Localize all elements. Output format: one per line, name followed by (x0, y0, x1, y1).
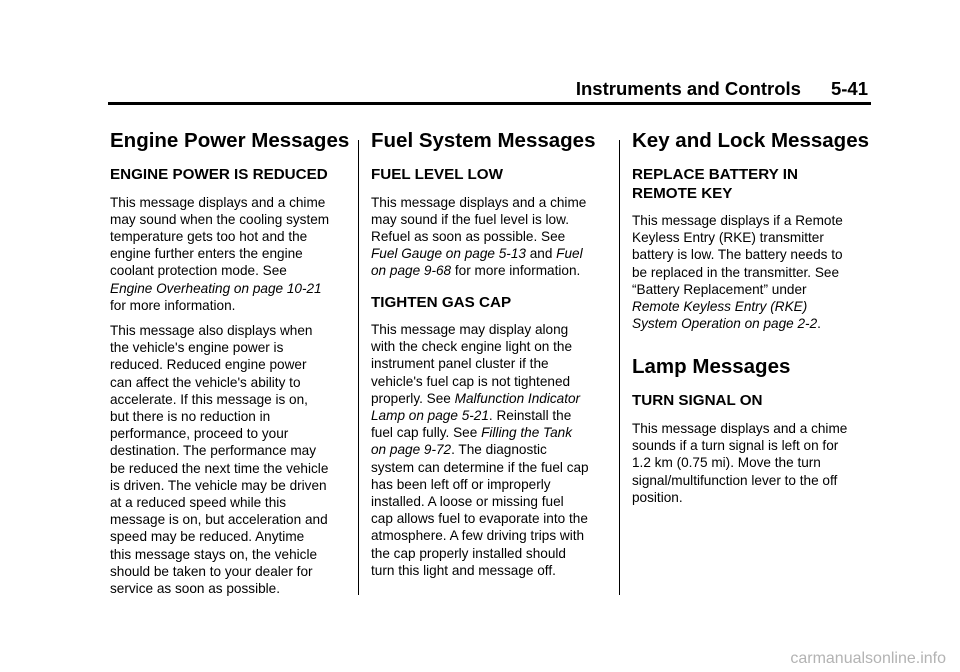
text-line (371, 459, 611, 476)
text-segment: with the check engine light on the (371, 339, 573, 355)
text-segment: but there is no reduction in (110, 408, 271, 424)
text-segment: temperature gets too hot and the (110, 228, 308, 244)
body-paragraph (632, 212, 872, 332)
section-heading: Fuel System Messages (371, 129, 596, 152)
body-paragraph (371, 321, 611, 579)
text-line (110, 563, 350, 580)
body-paragraph (110, 322, 350, 597)
text-segment: the cap properly installed should (371, 545, 566, 561)
text-segment: installed. A loose or missing fuel (371, 494, 564, 510)
text-line (110, 442, 350, 459)
text-line (371, 355, 611, 372)
text-line (371, 245, 611, 262)
text-segment: . Reinstall the (488, 408, 572, 424)
column-key-lock-lamp (632, 128, 872, 514)
text-line (110, 262, 350, 279)
text-segment: turn this light and message off. (371, 562, 556, 578)
text-segment: can affect the vehicle's ability to (110, 374, 301, 390)
text-line (110, 460, 350, 477)
text-segment: has been left off or improperly (371, 476, 551, 492)
text-segment: for more information. (451, 263, 581, 279)
text-line (110, 245, 350, 262)
text-segment: coolant protection mode. See (110, 263, 287, 279)
text-segment: battery is low. The battery needs to (632, 247, 843, 263)
text-line (110, 511, 350, 528)
cross-reference: Fuel Gauge on page 5-13 (371, 246, 526, 262)
text-line (371, 262, 611, 279)
column-fuel-system (371, 128, 611, 587)
page-header (576, 78, 868, 100)
body-paragraph (371, 194, 611, 280)
text-segment: vehicle's fuel cap is not tightened (371, 373, 571, 389)
text-line (371, 441, 611, 458)
text-segment: atmosphere. A few driving trips with (371, 528, 585, 544)
text-line (371, 228, 611, 245)
text-line (110, 339, 350, 356)
text-line (632, 472, 872, 489)
text-segment: be reduced the next time the vehicle (110, 460, 329, 476)
text-segment: cap allows fuel to evaporate into the (371, 511, 588, 527)
text-line (110, 280, 350, 297)
text-line (371, 211, 611, 228)
text-line (110, 425, 350, 442)
text-line (110, 494, 350, 511)
text-line (110, 477, 350, 494)
text-line (632, 315, 872, 332)
text-line (110, 228, 350, 245)
text-line (371, 338, 611, 355)
text-segment: This message displays if a Remote (632, 213, 843, 228)
text-segment: position. (632, 489, 683, 505)
text-line (110, 211, 350, 228)
cross-reference: Filling the Tank (481, 425, 573, 441)
text-segment: “Battery Replacement” under (632, 281, 807, 297)
text-line (371, 321, 611, 338)
message-title: FUEL LEVEL LOW (371, 166, 503, 183)
text-line (632, 298, 872, 315)
text-line (632, 420, 872, 437)
text-segment: This message displays and a chime (632, 420, 848, 436)
message-title-line: REMOTE KEY (632, 184, 733, 202)
column-divider (358, 140, 359, 595)
text-segment: system can determine if the fuel cap (371, 459, 589, 475)
text-line (110, 322, 350, 339)
message-title-line: REPLACE BATTERY IN (632, 166, 798, 183)
text-segment: message is on, but acceleration and (110, 512, 328, 528)
text-segment: signal/multifunction lever to the off (632, 472, 838, 488)
text-segment: reduced. Reduced engine power (110, 357, 307, 373)
text-segment: should be taken to your dealer for (110, 563, 313, 579)
text-line (371, 510, 611, 527)
text-segment: This message displays and a chime (371, 194, 587, 210)
cross-reference: System Operation on page 2-2 (632, 316, 818, 332)
section-gap (632, 340, 872, 354)
text-line (371, 476, 611, 493)
text-segment: at a reduced speed while this (110, 494, 287, 510)
cross-reference: Remote Keyless Entry (RKE) (632, 299, 808, 315)
text-line (371, 194, 611, 211)
text-segment: This message displays and a chime (110, 194, 326, 210)
text-line (110, 374, 350, 391)
cross-reference: Fuel (556, 246, 583, 262)
text-segment: and (525, 246, 557, 262)
text-line (371, 493, 611, 510)
text-segment: accelerate. If this message is on, (110, 391, 308, 407)
text-segment: fuel cap fully. See (371, 425, 482, 441)
text-line (371, 424, 611, 441)
text-line (371, 390, 611, 407)
text-segment: service as soon as possible. (110, 580, 281, 596)
message-title: TURN SIGNAL ON (632, 392, 763, 410)
text-segment: the vehicle's engine power is (110, 340, 284, 356)
text-segment: This message also displays when (110, 322, 313, 338)
text-line (110, 408, 350, 425)
text-segment: may sound if the fuel level is low. (371, 211, 569, 227)
message-title: ENGINE POWER IS REDUCED (110, 166, 328, 183)
section-heading: Engine Power Messages (110, 129, 350, 152)
text-segment: sounds if a turn signal is left on for (632, 438, 839, 454)
text-segment: 1.2 km (0.75 mi). Move the turn (632, 455, 821, 471)
text-segment: performance, proceed to your (110, 426, 289, 442)
cross-reference: Engine Overheating on page 10-21 (110, 280, 322, 296)
text-segment: This message may display along (371, 322, 569, 338)
text-segment: this message stays on, the vehicle (110, 546, 318, 562)
text-segment: . The diagnostic (451, 442, 547, 458)
cross-reference: on page 9-68 (371, 263, 452, 279)
text-segment: be replaced in the transmitter. See (632, 264, 840, 280)
text-line (110, 391, 350, 408)
text-line (110, 356, 350, 373)
section-heading: Lamp Messages (632, 355, 791, 379)
text-line (371, 562, 611, 579)
text-line (632, 454, 872, 471)
text-line (110, 546, 350, 563)
text-line (632, 437, 872, 454)
text-line (632, 489, 872, 506)
watermark: carmanualsonline.info (790, 650, 946, 667)
header-rule (108, 102, 871, 105)
text-line (632, 264, 872, 281)
page-number: 5-41 (830, 78, 868, 99)
text-segment: may sound when the cooling system (110, 211, 330, 227)
text-segment: . (817, 316, 821, 332)
body-paragraph (632, 420, 872, 506)
message-title: TIGHTEN GAS CAP (371, 293, 512, 311)
column-engine-power (110, 128, 350, 605)
column-divider (619, 140, 620, 595)
text-segment: Keyless Entry (RKE) transmitter (632, 230, 824, 246)
text-segment: destination. The performance may (110, 443, 317, 459)
text-line (371, 527, 611, 544)
text-line (371, 545, 611, 562)
message-title (632, 166, 872, 203)
text-segment: for more information. (110, 297, 236, 313)
text-segment: speed may be reduced. Anytime (110, 529, 305, 545)
text-segment: engine further enters the engine (110, 246, 303, 262)
text-line (632, 229, 872, 246)
section-title: Instruments and Controls (575, 78, 801, 99)
text-line (632, 246, 872, 263)
text-line (632, 281, 872, 298)
text-segment: properly. See (371, 390, 455, 406)
body-paragraph (110, 194, 350, 314)
text-segment: Refuel as soon as possible. See (371, 228, 566, 244)
text-line (371, 407, 611, 424)
cross-reference: on page 9-72 (371, 442, 452, 458)
text-line (110, 194, 350, 211)
section-heading: Key and Lock Messages (632, 129, 869, 152)
text-line (632, 212, 872, 229)
text-line (110, 297, 350, 314)
text-line (110, 580, 350, 597)
cross-reference: Malfunction Indicator (454, 390, 581, 406)
text-segment: is driven. The vehicle may be driven (110, 477, 327, 493)
text-line (371, 373, 611, 390)
cross-reference: Lamp on page 5-21 (371, 408, 489, 424)
text-line (110, 528, 350, 545)
text-segment: instrument panel cluster if the (371, 356, 549, 372)
